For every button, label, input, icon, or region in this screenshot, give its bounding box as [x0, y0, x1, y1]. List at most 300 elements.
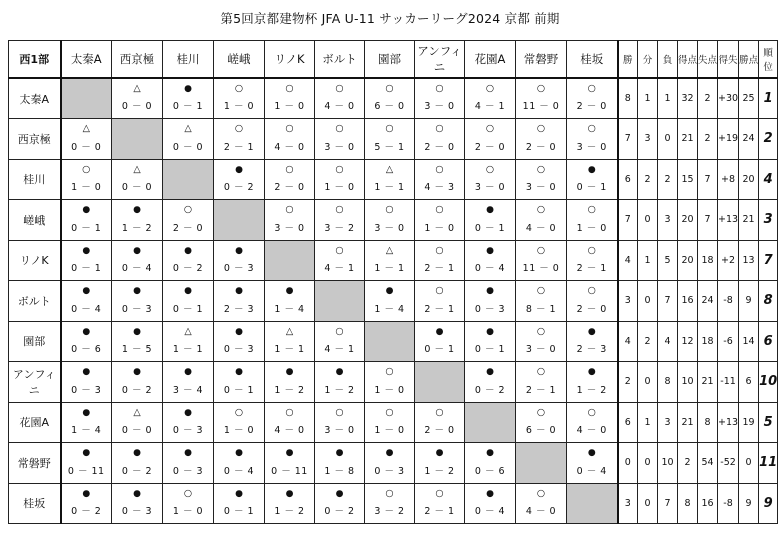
result-mark: ● — [587, 164, 596, 175]
match-result-cell — [214, 78, 265, 119]
match-result-cell — [567, 281, 618, 322]
result-mark: ● — [184, 367, 192, 377]
match-result-cell — [163, 119, 214, 160]
match-result-cell — [265, 443, 315, 484]
match-result-cell — [365, 78, 415, 119]
result-mark: △ — [184, 325, 192, 337]
match-result-cell — [465, 159, 516, 200]
stat-cell: -8 — [718, 483, 739, 524]
result-mark: ● — [587, 367, 596, 377]
table-row — [9, 78, 778, 119]
result-mark: ● — [486, 326, 494, 337]
stat-cell: 21 — [739, 200, 759, 241]
match-result-cell — [465, 119, 516, 160]
match-result-cell — [365, 402, 415, 443]
result-mark: △ — [82, 123, 90, 134]
result-mark: ○ — [435, 83, 444, 94]
match-score: 3 － 0 — [474, 182, 506, 193]
match-score: 4 － 0 — [525, 222, 557, 234]
stat-cell: 15 — [678, 159, 698, 200]
match-result-cell — [567, 362, 618, 403]
stat-cell: 32 — [678, 78, 698, 119]
result-mark: ● — [486, 205, 494, 215]
match-result-cell — [465, 483, 516, 524]
result-mark: ● — [435, 448, 444, 458]
result-mark: ○ — [335, 204, 344, 215]
stat-cell: +30 — [718, 78, 739, 119]
result-mark: ● — [285, 448, 294, 458]
stat-cell: 0 — [638, 483, 658, 524]
result-mark: ● — [133, 326, 141, 337]
match-score: 0 － 3 — [121, 303, 153, 315]
match-score: 6 － 0 — [525, 425, 557, 436]
match-result-cell — [516, 402, 567, 443]
result-mark: ○ — [234, 83, 244, 94]
result-mark: ○ — [82, 163, 91, 175]
match-result-cell — [465, 78, 516, 119]
match-result-cell — [112, 240, 163, 281]
match-result-cell — [415, 240, 465, 281]
result-mark: ○ — [435, 204, 444, 215]
match-score: 2 － 0 — [172, 222, 204, 234]
match-result-cell — [214, 362, 265, 403]
stat-cell: 1 — [638, 240, 658, 281]
result-mark: △ — [184, 123, 192, 134]
match-result-cell — [315, 240, 365, 281]
match-score: 4 － 1 — [324, 344, 355, 355]
match-score: 2 － 0 — [474, 141, 506, 153]
match-result-cell — [61, 119, 112, 160]
result-mark: ○ — [587, 83, 596, 94]
match-score: 4 － 0 — [576, 425, 607, 436]
match-result-cell — [214, 443, 265, 484]
match-score: 0 － 0 — [121, 101, 153, 112]
stat-cell: 20 — [678, 200, 698, 241]
result-mark: ● — [82, 286, 91, 296]
match-result-cell — [265, 402, 315, 443]
match-score: 2 － 3 — [223, 303, 255, 315]
match-result-cell — [214, 402, 265, 443]
match-score: 0 － 3 — [172, 425, 204, 436]
table-row — [9, 281, 778, 322]
self-match-cell — [163, 159, 214, 200]
match-result-cell — [112, 200, 163, 241]
column-header-stat: 得点 — [678, 41, 698, 79]
stat-cell: 3 — [618, 483, 638, 524]
stat-cell: 0 — [658, 119, 678, 160]
match-score: 0 － 2 — [121, 465, 153, 477]
stat-cell: 19 — [739, 402, 759, 443]
result-mark: ○ — [285, 406, 294, 418]
match-score: 3 － 0 — [324, 425, 355, 436]
stat-cell: 9 — [739, 281, 759, 322]
self-match-cell — [415, 362, 465, 403]
match-result-cell — [315, 159, 365, 200]
column-header-stat: 分 — [638, 41, 658, 79]
result-mark: ○ — [335, 123, 344, 134]
stat-cell: 2 — [638, 159, 658, 200]
match-score: 0 － 3 — [374, 465, 405, 477]
match-result-cell — [163, 240, 214, 281]
match-result-cell — [365, 240, 415, 281]
match-result-cell — [112, 443, 163, 484]
result-mark: ○ — [335, 325, 344, 337]
row-team-name: 常磐野 — [9, 443, 61, 484]
match-result-cell — [163, 483, 214, 524]
result-mark: ● — [486, 286, 494, 296]
column-header-stat: 負 — [658, 41, 678, 79]
match-result-cell — [315, 402, 365, 443]
result-mark: ● — [235, 286, 243, 296]
stat-cell: 21 — [698, 362, 718, 403]
result-mark: ○ — [435, 487, 444, 499]
result-mark: ○ — [435, 244, 444, 256]
match-score: 2 － 0 — [525, 141, 557, 153]
match-result-cell — [415, 159, 465, 200]
match-score: 1 － 2 — [274, 506, 305, 517]
stat-cell: 0 — [638, 443, 658, 484]
match-result-cell — [315, 321, 365, 362]
stat-cell: 10 — [658, 443, 678, 484]
result-mark: ○ — [536, 487, 546, 499]
result-mark: △ — [385, 163, 394, 175]
stat-cell: 1 — [658, 78, 678, 119]
match-result-cell — [567, 119, 618, 160]
stat-cell: 7 — [698, 200, 718, 241]
column-header-team: 嵯峨 — [214, 41, 265, 79]
match-score: 1 － 5 — [121, 344, 153, 355]
row-team-name: 桂坂 — [9, 483, 61, 524]
result-mark: ● — [285, 488, 294, 499]
match-score: 3 － 2 — [324, 222, 355, 234]
row-team-name: ボルト — [9, 281, 61, 322]
match-score: 8 － 1 — [525, 303, 557, 315]
result-mark: ● — [184, 286, 192, 296]
stat-cell: 54 — [698, 443, 718, 484]
match-result-cell — [465, 240, 516, 281]
result-mark: ○ — [536, 123, 546, 134]
match-score: 0 － 3 — [121, 506, 153, 517]
match-score: 0 － 11 — [67, 465, 105, 477]
match-result-cell — [112, 321, 163, 362]
result-mark: ● — [235, 164, 243, 175]
match-result-cell — [163, 78, 214, 119]
match-score: 0 － 2 — [324, 506, 355, 517]
result-mark: ● — [82, 407, 91, 418]
stat-cell: 7 — [658, 281, 678, 322]
match-score: 4 － 1 — [474, 101, 506, 112]
result-mark: ○ — [536, 244, 546, 256]
stat-cell: 1 — [638, 78, 658, 119]
match-result-cell — [516, 362, 567, 403]
result-mark: ○ — [435, 406, 444, 418]
match-score: 1 － 0 — [374, 384, 405, 396]
match-result-cell — [315, 119, 365, 160]
match-result-cell — [61, 443, 112, 484]
match-result-cell — [365, 483, 415, 524]
stat-cell: +19 — [718, 119, 739, 160]
stat-cell: 0 — [638, 200, 658, 241]
match-score: 0 － 4 — [223, 465, 255, 477]
match-score: 1 － 0 — [374, 425, 405, 436]
match-score: 4 － 0 — [274, 141, 305, 153]
match-result-cell — [465, 321, 516, 362]
stat-cell: 9 — [739, 483, 759, 524]
result-mark: ● — [184, 245, 192, 256]
match-score: 0 － 4 — [121, 263, 153, 274]
match-score: 2 － 0 — [576, 101, 607, 112]
stat-cell: 4 — [618, 321, 638, 362]
match-result-cell — [112, 483, 163, 524]
match-score: 0 － 3 — [71, 384, 102, 396]
match-score: 3 － 0 — [424, 101, 455, 112]
result-mark: ○ — [587, 285, 596, 296]
result-mark: ● — [486, 448, 494, 458]
stat-cell: 3 — [658, 402, 678, 443]
result-mark: ○ — [485, 123, 495, 134]
stat-cell: 0 — [638, 281, 658, 322]
match-result-cell — [214, 281, 265, 322]
match-score: 4 － 0 — [274, 425, 305, 436]
stat-cell: 2 — [638, 321, 658, 362]
match-score: 2 － 1 — [424, 303, 455, 315]
result-mark: ○ — [385, 123, 394, 134]
match-score: 0 － 2 — [121, 384, 153, 396]
match-score: 6 － 0 — [374, 101, 405, 112]
self-match-cell — [214, 200, 265, 241]
stat-cell: -52 — [718, 443, 739, 484]
match-score: 1 － 0 — [223, 101, 255, 112]
row-team-name: 嵯峨 — [9, 200, 61, 241]
result-mark: ● — [285, 286, 294, 296]
match-result-cell — [61, 240, 112, 281]
match-result-cell — [567, 78, 618, 119]
match-score: 4 － 1 — [324, 263, 355, 274]
match-score: 5 － 1 — [374, 141, 405, 153]
match-score: 1 － 0 — [223, 425, 255, 436]
match-result-cell — [112, 159, 163, 200]
stat-cell: 24 — [698, 281, 718, 322]
match-score: 0 － 1 — [424, 344, 455, 355]
result-mark: ○ — [536, 406, 546, 418]
match-score: 2 － 1 — [424, 263, 455, 274]
match-score: 4 － 0 — [324, 101, 355, 112]
match-score: 0 － 4 — [474, 263, 506, 274]
column-header-team: 花園A — [465, 41, 516, 79]
match-score: 1 － 0 — [576, 222, 607, 234]
result-mark: ○ — [587, 244, 596, 256]
match-result-cell — [465, 443, 516, 484]
match-score: 0 － 0 — [172, 141, 204, 153]
match-score: 11 － 0 — [522, 101, 560, 112]
result-mark: ● — [82, 367, 91, 377]
result-mark: ○ — [587, 123, 596, 134]
match-result-cell — [315, 362, 365, 403]
column-header-team: ボルト — [315, 41, 365, 79]
match-result-cell — [567, 200, 618, 241]
rank-cell: 10 — [759, 362, 778, 403]
result-mark: ● — [133, 488, 141, 499]
match-score: 1 － 1 — [172, 344, 204, 355]
stat-cell: 1 — [638, 402, 658, 443]
stat-cell: 2 — [698, 119, 718, 160]
stat-cell: 0 — [739, 443, 759, 484]
result-mark: ● — [235, 367, 243, 377]
stat-cell: 24 — [739, 119, 759, 160]
self-match-cell — [315, 281, 365, 322]
stat-cell: 10 — [678, 362, 698, 403]
match-score: 1 － 2 — [324, 384, 355, 396]
match-result-cell — [214, 119, 265, 160]
match-score: 11 － 0 — [522, 263, 560, 274]
stat-cell: 5 — [658, 240, 678, 281]
match-result-cell — [214, 321, 265, 362]
match-result-cell — [112, 362, 163, 403]
result-mark: ● — [335, 367, 344, 377]
result-mark: ● — [587, 326, 596, 337]
match-result-cell — [61, 483, 112, 524]
rank-cell: 1 — [759, 78, 778, 119]
match-score: 3 － 4 — [172, 384, 204, 396]
stat-cell: 12 — [678, 321, 698, 362]
match-result-cell — [112, 78, 163, 119]
match-result-cell — [465, 362, 516, 403]
self-match-cell — [465, 402, 516, 443]
match-result-cell — [465, 281, 516, 322]
stat-cell: 4 — [618, 240, 638, 281]
match-result-cell — [415, 483, 465, 524]
stat-cell: 7 — [658, 483, 678, 524]
rank-cell: 7 — [759, 240, 778, 281]
match-score: 4 － 0 — [525, 506, 557, 517]
match-score: 3 － 2 — [374, 506, 405, 517]
match-result-cell — [315, 200, 365, 241]
match-score: 1 － 2 — [274, 384, 305, 396]
match-result-cell — [516, 200, 567, 241]
match-score: 2 － 0 — [274, 182, 305, 193]
match-score: 1 － 4 — [274, 303, 305, 315]
result-mark: ○ — [385, 487, 394, 499]
rank-cell: 6 — [759, 321, 778, 362]
result-mark: ● — [486, 367, 494, 377]
match-result-cell — [567, 443, 618, 484]
match-score: 2 － 1 — [424, 506, 455, 517]
result-mark: ○ — [234, 123, 244, 134]
result-mark: △ — [133, 83, 141, 94]
match-result-cell — [61, 200, 112, 241]
result-mark: ○ — [485, 163, 495, 175]
match-result-cell — [112, 402, 163, 443]
result-mark: ● — [335, 448, 344, 458]
match-score: 0 － 1 — [172, 303, 204, 315]
match-score: 0 － 2 — [474, 384, 506, 396]
match-result-cell — [214, 159, 265, 200]
stat-cell: 2 — [678, 443, 698, 484]
result-mark: ● — [184, 448, 192, 458]
match-score: 1 － 2 — [424, 465, 455, 477]
match-result-cell — [415, 443, 465, 484]
result-mark: ○ — [285, 123, 294, 134]
match-result-cell — [61, 281, 112, 322]
match-score: 1 － 1 — [274, 344, 305, 355]
result-mark: ○ — [485, 83, 495, 94]
result-mark: ● — [82, 488, 91, 499]
result-mark: ○ — [385, 406, 394, 418]
result-mark: ○ — [536, 204, 546, 215]
result-mark: ● — [82, 448, 91, 458]
row-team-name: アンフィニ — [9, 362, 61, 403]
match-result-cell — [163, 281, 214, 322]
match-score: 1 － 1 — [374, 263, 405, 274]
stat-cell: 16 — [698, 483, 718, 524]
column-header-team: 桂川 — [163, 41, 214, 79]
result-mark: ○ — [385, 204, 394, 215]
table-row — [9, 483, 778, 524]
match-score: 0 － 1 — [71, 222, 102, 234]
match-result-cell — [61, 321, 112, 362]
result-mark: ○ — [435, 163, 444, 175]
result-mark: ○ — [536, 83, 546, 94]
stat-cell: 18 — [698, 321, 718, 362]
match-result-cell — [163, 321, 214, 362]
result-mark: ● — [184, 407, 192, 418]
match-result-cell — [265, 159, 315, 200]
match-result-cell — [265, 200, 315, 241]
match-score: 3 － 0 — [576, 141, 607, 153]
stat-cell: 8 — [658, 362, 678, 403]
stat-cell: 3 — [658, 200, 678, 241]
result-mark: ○ — [335, 163, 344, 175]
match-score: 0 － 0 — [121, 425, 153, 436]
stat-cell: 8 — [698, 402, 718, 443]
result-mark: △ — [285, 325, 294, 337]
match-result-cell — [567, 321, 618, 362]
match-score: 3 － 0 — [525, 182, 557, 193]
result-mark: ○ — [335, 406, 344, 418]
match-score: 0 － 4 — [474, 506, 506, 517]
result-mark: ● — [82, 245, 91, 256]
result-mark: ○ — [385, 366, 394, 377]
match-score: 3 － 0 — [525, 344, 557, 355]
match-score: 0 － 0 — [121, 182, 153, 193]
result-mark: ○ — [285, 83, 294, 94]
rank-cell: 8 — [759, 281, 778, 322]
match-score: 3 － 0 — [374, 222, 405, 234]
match-result-cell — [365, 119, 415, 160]
result-mark: ○ — [335, 83, 344, 94]
match-score: 1 － 0 — [172, 506, 204, 517]
stat-cell: 18 — [698, 240, 718, 281]
match-result-cell — [516, 240, 567, 281]
match-score: 0 － 6 — [474, 465, 506, 477]
match-score: 0 － 11 — [271, 465, 308, 477]
match-result-cell — [516, 78, 567, 119]
match-score: 0 － 1 — [474, 344, 506, 355]
rank-cell: 11 — [759, 443, 778, 484]
match-score: 1 － 2 — [121, 222, 153, 234]
column-header-team: リノK — [265, 41, 315, 79]
result-mark: ○ — [435, 123, 444, 134]
match-score: 0 － 1 — [172, 101, 204, 112]
match-result-cell — [163, 200, 214, 241]
result-mark: ○ — [536, 285, 546, 296]
match-result-cell — [214, 483, 265, 524]
stat-cell: 20 — [739, 159, 759, 200]
stat-cell: +8 — [718, 159, 739, 200]
result-mark: ○ — [536, 163, 546, 175]
match-score: 0 － 2 — [71, 506, 102, 517]
match-result-cell — [61, 159, 112, 200]
